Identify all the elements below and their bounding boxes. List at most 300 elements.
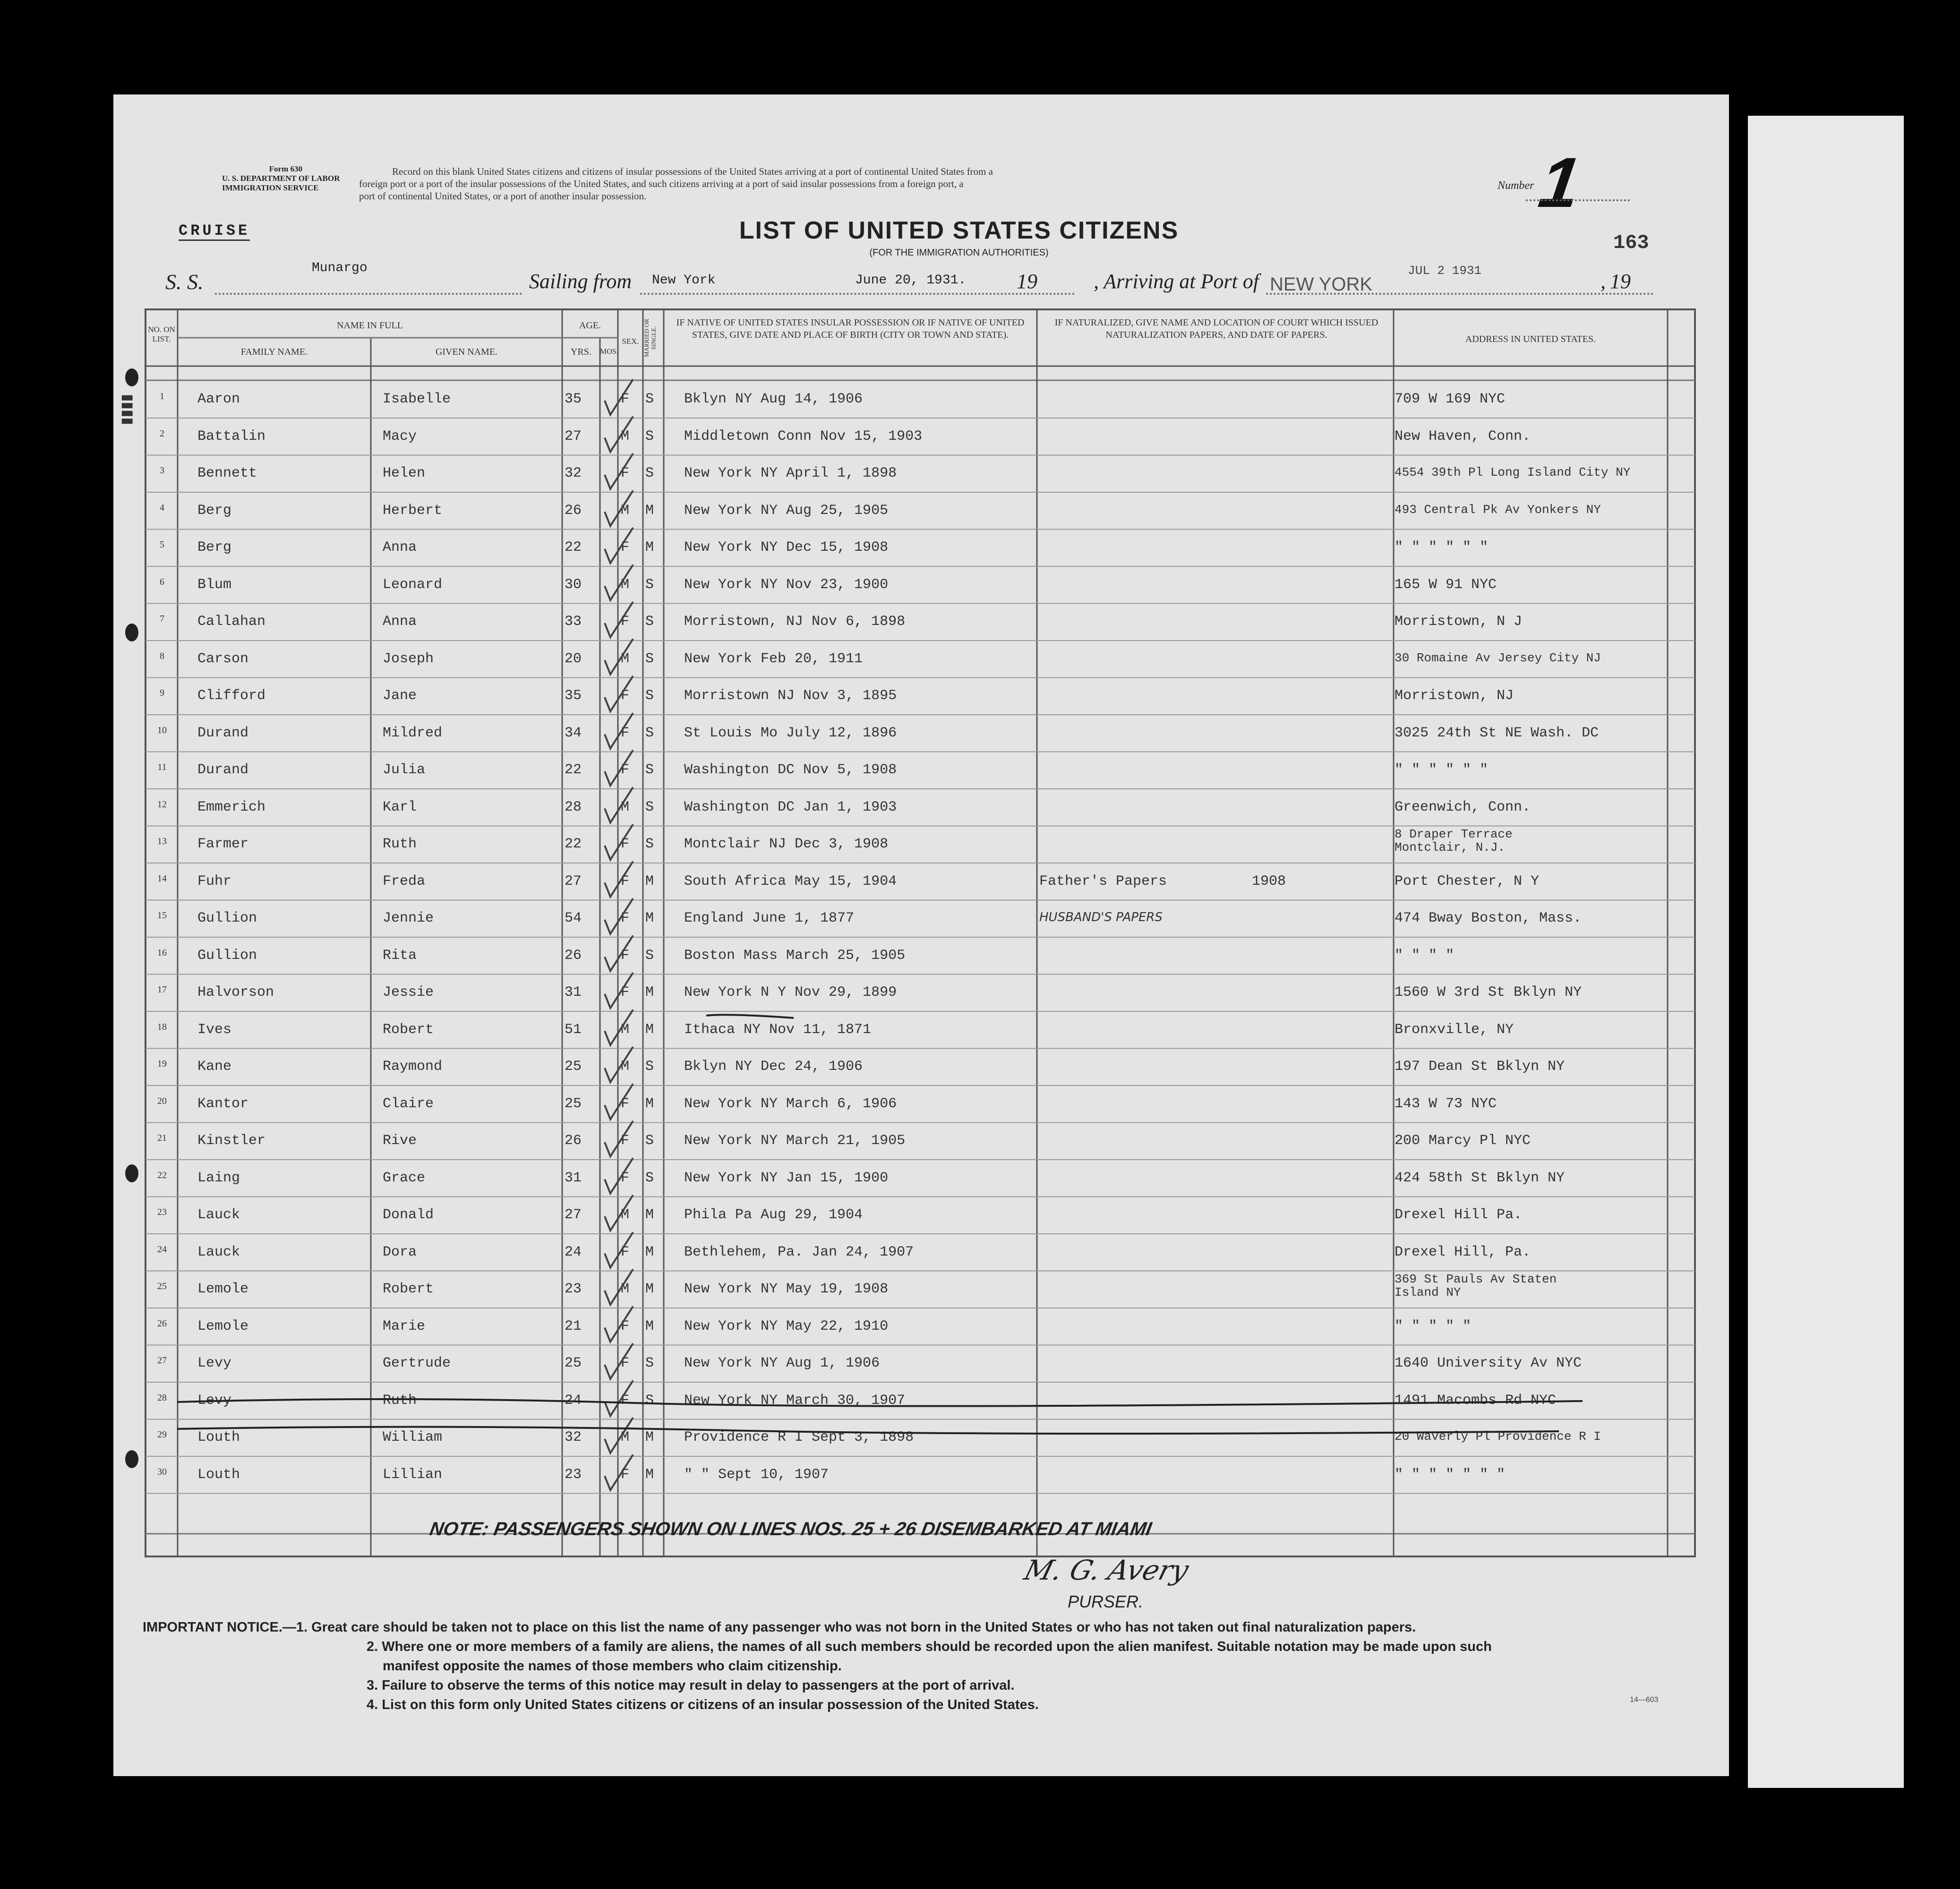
marital-status: S — [645, 799, 654, 815]
disembark-note: NOTE: PASSENGERS SHOWN ON LINES NOS. 25 + 26 DISEMBARKED AT MIAMI — [428, 1519, 1154, 1539]
sex: F — [621, 947, 630, 964]
address: 30 Romaine Av Jersey City NJ — [1395, 650, 1601, 665]
row-number: 22 — [157, 1170, 167, 1180]
notice-item-2b: manifest opposite the names of those members who claim citizenship. — [383, 1658, 842, 1674]
ship-name: Munargo — [312, 261, 368, 275]
birth-place-date: New York NY Aug 1, 1906 — [684, 1355, 880, 1371]
address: 197 Dean St Bklyn NY — [1395, 1059, 1565, 1075]
family-name: Gullion — [197, 947, 257, 964]
family-name: Lauck — [197, 1244, 240, 1260]
row-number: 11 — [157, 762, 167, 772]
page-subtitle: (FOR THE IMMIGRATION AUTHORITIES) — [869, 248, 1049, 258]
address: 369 St Pauls Av Staten Island NY — [1395, 1272, 1557, 1299]
sex: F — [621, 1318, 630, 1334]
header-sex: SEX. — [622, 337, 639, 346]
sex: M — [621, 428, 630, 444]
department: U. S. DEPARTMENT OF LABOR — [222, 174, 340, 183]
sex: F — [621, 984, 630, 1000]
number-value: 1 — [1534, 143, 1585, 222]
age-years: 22 — [565, 836, 582, 852]
sex: M — [621, 1021, 630, 1038]
intro-line-1: Record on this blank United States citizens and citizens of insular possessions of the United States arriving at a port of continental United States from a — [392, 166, 993, 177]
marital-status: M — [645, 1095, 654, 1112]
marital-status: S — [645, 688, 654, 704]
row-number: 8 — [160, 650, 164, 661]
given-name: Herbert — [383, 502, 443, 519]
header-address: ADDRESS IN UNITED STATES. — [1465, 334, 1596, 344]
sex: F — [621, 1392, 630, 1409]
given-name: Jennie — [383, 910, 434, 926]
header-name-in-full: NAME IN FULL — [337, 320, 403, 331]
check-mark — [605, 417, 633, 452]
check-mark — [605, 1307, 633, 1342]
sex: M — [621, 1207, 630, 1223]
row-number: 16 — [157, 947, 167, 958]
check-mark — [605, 713, 633, 749]
age-years: 30 — [565, 576, 582, 593]
check-mark — [605, 1269, 633, 1305]
sex: F — [621, 688, 630, 704]
address: 20 Waverly Pl Providence R I — [1395, 1429, 1601, 1444]
given-name: Jane — [383, 688, 417, 704]
sex: F — [621, 1133, 630, 1149]
address: " " " " " — [1395, 1318, 1472, 1334]
sex: M — [621, 1281, 630, 1297]
family-name: Levy — [197, 1392, 232, 1409]
age-years: 54 — [565, 910, 582, 926]
check-mark — [605, 676, 633, 711]
marital-status: M — [645, 502, 654, 519]
marital-status: M — [645, 1244, 654, 1260]
address: 165 W 91 NYC — [1395, 576, 1497, 593]
notice-item-2a: 2. Where one or more members of a family are aliens, the names of all such members should be recorded upon the alien manifest. Suitable notation may be made upon such — [367, 1639, 1492, 1654]
given-name: Dora — [383, 1244, 417, 1260]
service: IMMIGRATION SERVICE — [222, 183, 319, 192]
marital-status: M — [645, 1207, 654, 1223]
manifest-page — [113, 94, 1729, 1776]
age-years: 27 — [565, 428, 582, 444]
punch-hole — [125, 1164, 138, 1182]
marital-status: M — [645, 1281, 654, 1297]
intro-line-2: foreign port or a port of the insular possessions of the United States, and such citizens arriving at a port of said insular possessions from a foreign port, a — [359, 178, 964, 189]
given-name: Anna — [383, 614, 417, 630]
given-name: Grace — [383, 1170, 426, 1186]
sex: F — [621, 1355, 630, 1371]
header-yrs: YRS. — [571, 347, 591, 357]
address: Bronxville, NY — [1395, 1021, 1514, 1038]
age-years: 32 — [565, 465, 582, 481]
row-number: 25 — [157, 1281, 167, 1291]
row-number: 27 — [157, 1355, 167, 1366]
sex: F — [621, 465, 630, 481]
birth-place-date: New York NY Dec 15, 1908 — [684, 539, 889, 556]
given-name: William — [383, 1429, 443, 1445]
address: 8 Draper Terrace Montclair, N.J. — [1395, 827, 1513, 855]
check-mark — [605, 379, 633, 415]
row-number: 12 — [157, 799, 167, 810]
row-number: 17 — [157, 984, 167, 995]
check-mark — [605, 1084, 633, 1120]
address: Greenwich, Conn. — [1395, 799, 1531, 815]
family-name: Carson — [197, 650, 249, 667]
sailing-port: New York — [652, 273, 716, 288]
marital-status: S — [645, 614, 654, 630]
family-name: Kane — [197, 1059, 232, 1075]
family-name: Durand — [197, 762, 249, 778]
birth-place-date: Morristown NJ Nov 3, 1895 — [684, 688, 897, 704]
marital-status: M — [645, 1318, 654, 1334]
birth-place-date: New York NY March 6, 1906 — [684, 1095, 897, 1112]
row-number: 30 — [157, 1466, 167, 1477]
sex: M — [621, 650, 630, 667]
age-years: 23 — [565, 1281, 582, 1297]
check-mark — [605, 1121, 633, 1156]
age-years: 23 — [565, 1466, 582, 1483]
sex: F — [621, 614, 630, 630]
row-number: 1 — [160, 391, 164, 402]
birth-place-date: Morristown, NJ Nov 6, 1898 — [684, 614, 906, 630]
cruise-stamp: CRUISE — [179, 222, 250, 241]
header-birth: IF NATIVE OF UNITED STATES INSULAR POSSESSION OR IF NATIVE OF UNITED STATES, GIVE DATE AND PLACE OF BIRTH (CITY OR TOWN AND STATE). — [676, 317, 1025, 340]
family-name: Ives — [197, 1021, 232, 1038]
marital-status: M — [645, 910, 654, 926]
row-number: 20 — [157, 1095, 167, 1106]
family-name: Berg — [197, 502, 232, 519]
family-name: Kantor — [197, 1095, 249, 1112]
family-name: Lauck — [197, 1207, 240, 1223]
age-years: 26 — [565, 1133, 582, 1149]
important-notice — [143, 1618, 1492, 1715]
page-number: 163 — [1613, 231, 1649, 254]
naturalization-date: 1908 — [1252, 873, 1286, 889]
notice-heading: IMPORTANT NOTICE.—1. — [143, 1620, 308, 1635]
strikethrough-line-25 — [177, 1399, 1583, 1406]
given-name: Robert — [383, 1281, 434, 1297]
given-name: Ruth — [383, 836, 417, 852]
header-naturalized: IF NATURALIZED, GIVE NAME AND LOCATION OF COURT WHICH ISSUED NATURALIZATION PAPERS, AND DATE OF PAPERS. — [1054, 317, 1378, 340]
birth-place-date: Ithaca NY Nov 11, 1871 — [684, 1021, 872, 1038]
header-no: NO. ON LIST. — [148, 325, 175, 343]
row-number: 21 — [157, 1133, 167, 1143]
ss-label: S. S. — [165, 270, 204, 294]
birth-place-date: Boston Mass March 25, 1905 — [684, 947, 906, 964]
birth-place-date: New York NY Aug 25, 1905 — [684, 502, 889, 519]
address: Morristown, NJ — [1395, 688, 1514, 704]
sex: F — [621, 539, 630, 556]
marital-status: S — [645, 762, 654, 778]
family-name: Louth — [197, 1466, 240, 1483]
check-mark — [605, 565, 633, 600]
address: " " " " " " — [1395, 762, 1489, 778]
row-number: 24 — [157, 1244, 167, 1255]
given-name: Claire — [383, 1095, 434, 1112]
birth-place-date: " " Sept 10, 1907 — [684, 1466, 829, 1483]
check-mark — [605, 1010, 633, 1045]
marital-status: S — [645, 725, 654, 741]
age-years: 21 — [565, 1318, 582, 1334]
age-years: 26 — [565, 947, 582, 964]
check-mark — [605, 453, 633, 489]
check-mark — [605, 936, 633, 971]
age-years: 25 — [565, 1095, 582, 1112]
birth-place-date: New York NY May 19, 1908 — [684, 1281, 889, 1297]
given-name: Marie — [383, 1318, 426, 1334]
address: 493 Central Pk Av Yonkers NY — [1395, 502, 1601, 517]
age-years: 20 — [565, 650, 582, 667]
sex: F — [621, 391, 630, 407]
header-given-name: GIVEN NAME. — [435, 347, 498, 357]
marital-status: M — [645, 1466, 654, 1483]
birth-place-date: New York NY Nov 23, 1900 — [684, 576, 889, 593]
family-name: Fuhr — [197, 873, 232, 889]
address: Drexel Hill, Pa. — [1395, 1244, 1531, 1260]
sex: M — [621, 1059, 630, 1075]
check-mark — [605, 1343, 633, 1379]
row-number: 10 — [157, 725, 167, 735]
naturalization: HUSBAND'S PAPERS — [1039, 910, 1163, 924]
given-name: Robert — [383, 1021, 434, 1038]
birth-place-date: New York NY March 21, 1905 — [684, 1133, 906, 1149]
address: " " " " — [1395, 947, 1455, 964]
family-name: Emmerich — [197, 799, 266, 815]
given-name: Freda — [383, 873, 426, 889]
sex: F — [621, 873, 630, 889]
given-name: Karl — [383, 799, 417, 815]
strikethrough-line-26 — [177, 1427, 1559, 1434]
age-years: 24 — [565, 1392, 582, 1409]
row-number: 3 — [160, 465, 164, 476]
age-years: 32 — [565, 1429, 582, 1445]
birth-place-date: South Africa May 15, 1904 — [684, 873, 897, 889]
birth-place-date: Phila Pa Aug 29, 1904 — [684, 1207, 863, 1223]
sex: M — [621, 799, 630, 815]
punch-hole — [125, 368, 138, 386]
family-name: Durand — [197, 725, 249, 741]
row-number: 26 — [157, 1318, 167, 1329]
sex: F — [621, 1244, 630, 1260]
address: " " " " " " " — [1395, 1466, 1506, 1483]
sailing-date: June 20, 1931. — [855, 273, 967, 288]
row-number: 23 — [157, 1207, 167, 1217]
punch-hole — [125, 624, 138, 641]
back-sheet — [1748, 116, 1904, 1788]
address: 143 W 73 NYC — [1395, 1095, 1497, 1112]
notice-item-4: 4. List on this form only United States citizens or citizens of an insular possession of the United States. — [367, 1697, 1039, 1712]
check-mark — [605, 862, 633, 897]
row-number: 15 — [157, 910, 167, 921]
sex: F — [621, 1466, 630, 1483]
marital-status: M — [645, 873, 654, 889]
check-mark — [605, 1047, 633, 1082]
punch-hole — [125, 1450, 138, 1468]
given-name: Julia — [383, 762, 426, 778]
check-mark — [605, 1381, 633, 1416]
family-name: Berg — [197, 539, 232, 556]
arrival-date-stamp: JUL 2 1931 — [1408, 264, 1482, 278]
birth-place-date: New York NY Jan 15, 1900 — [684, 1170, 889, 1186]
page-title: LIST OF UNITED STATES CITIZENS — [739, 217, 1179, 244]
check-mark — [605, 1158, 633, 1194]
sex: F — [621, 1095, 630, 1112]
margin-stamp-top: ▮▮▮▮ — [119, 393, 134, 425]
given-name: Isabelle — [383, 391, 451, 407]
age-years: 27 — [565, 1207, 582, 1223]
address: 3025 24th St NE Wash. DC — [1395, 725, 1599, 741]
given-name: Anna — [383, 539, 417, 556]
age-years: 26 — [565, 502, 582, 519]
age-years: 35 — [565, 391, 582, 407]
row-number: 28 — [157, 1392, 167, 1403]
given-name: Macy — [383, 428, 417, 444]
check-mark — [605, 973, 633, 1008]
given-name: Rita — [383, 947, 417, 964]
sex: F — [621, 725, 630, 741]
birth-place-date: Washington DC Jan 1, 1903 — [684, 799, 897, 815]
address: Morristown, N J — [1395, 614, 1523, 630]
marital-status: M — [645, 539, 654, 556]
age-years: 35 — [565, 688, 582, 704]
arriving-label: , Arriving at Port of — [1094, 270, 1259, 293]
row-number: 7 — [160, 614, 164, 624]
family-name: Halvorson — [197, 984, 274, 1000]
birth-place-date: New York N Y Nov 29, 1899 — [684, 984, 897, 1000]
family-name: Laing — [197, 1170, 240, 1186]
given-name: Donald — [383, 1207, 434, 1223]
family-name: Clifford — [197, 688, 266, 704]
marital-status: S — [645, 576, 654, 593]
age-years: 51 — [565, 1021, 582, 1038]
strikethrough-boston — [706, 1015, 794, 1018]
check-mark — [605, 898, 633, 934]
header-mos: MOS. — [600, 348, 618, 356]
family-name: Lemole — [197, 1281, 249, 1297]
marital-status: S — [645, 391, 654, 407]
header-age: AGE. — [579, 320, 601, 331]
marital-status: S — [645, 465, 654, 481]
marital-status: S — [645, 836, 654, 852]
row-number: 19 — [157, 1059, 167, 1069]
given-name: Lillian — [383, 1466, 443, 1483]
sex: M — [621, 1429, 630, 1445]
check-mark — [605, 750, 633, 786]
check-mark — [605, 491, 633, 526]
check-mark — [605, 1195, 633, 1231]
address: Drexel Hill Pa. — [1395, 1207, 1523, 1223]
sex: F — [621, 910, 630, 926]
check-mark — [605, 824, 633, 860]
age-years: 33 — [565, 614, 582, 630]
given-name: Ruth — [383, 1392, 417, 1409]
arrival-comma: , — [1601, 270, 1606, 293]
birth-place-date: Bklyn NY Aug 14, 1906 — [684, 391, 863, 407]
birth-place-date: New York NY April 1, 1898 — [684, 465, 897, 481]
family-name: Levy — [197, 1355, 232, 1371]
check-mark — [605, 639, 633, 675]
sex: F — [621, 836, 630, 852]
row-number: 4 — [160, 502, 164, 513]
marital-status: S — [645, 428, 654, 444]
naturalization: Father's Papers — [1039, 873, 1167, 889]
age-years: 34 — [565, 725, 582, 741]
row-number: 13 — [157, 836, 167, 846]
age-years: 24 — [565, 1244, 582, 1260]
birth-place-date: Washington DC Nov 5, 1908 — [684, 762, 897, 778]
given-name: Raymond — [383, 1059, 443, 1075]
form-code: 14—603 — [1630, 1696, 1659, 1704]
header-family-name: FAMILY NAME. — [240, 347, 308, 357]
birth-place-date: Middletown Conn Nov 15, 1903 — [684, 428, 923, 444]
birth-place-date: New York NY March 30, 1907 — [684, 1392, 906, 1409]
notice-item-3: 3. Failure to observe the terms of this notice may result in delay to passengers at the port of arrival. — [367, 1678, 1015, 1693]
birth-place-date: Providence R I Sept 3, 1898 — [684, 1429, 914, 1445]
family-name: Callahan — [197, 614, 266, 630]
family-name: Aaron — [197, 391, 240, 407]
marital-status: S — [645, 1392, 654, 1409]
sailing-label: Sailing from — [529, 270, 632, 293]
birth-place-date: England June 1, 1877 — [684, 910, 855, 926]
birth-place-date: New York NY May 22, 1910 — [684, 1318, 889, 1334]
age-years: 31 — [565, 984, 582, 1000]
family-name: Bennett — [197, 465, 257, 481]
marital-status: M — [645, 1429, 654, 1445]
address: New Haven, Conn. — [1395, 428, 1531, 444]
row-number: 18 — [157, 1021, 167, 1032]
age-years: 28 — [565, 799, 582, 815]
marital-status: S — [645, 947, 654, 964]
age-years: 27 — [565, 873, 582, 889]
birth-place-date: Montclair NJ Dec 3, 1908 — [684, 836, 889, 852]
row-number: 2 — [160, 428, 164, 439]
purser-label: PURSER. — [1068, 1592, 1144, 1611]
header-married-single: MARRIED OR SINGLE. — [643, 318, 657, 357]
marital-status: S — [645, 1355, 654, 1371]
check-mark — [605, 528, 633, 563]
address: 1640 University Av NYC — [1395, 1355, 1582, 1371]
birth-place-date: St Louis Mo July 12, 1896 — [684, 725, 897, 741]
age-years: 22 — [565, 539, 582, 556]
family-name: Kinstler — [197, 1133, 266, 1149]
given-name: Helen — [383, 465, 426, 481]
address: 709 W 169 NYC — [1395, 391, 1506, 407]
family-name: Gullion — [197, 910, 257, 926]
age-years: 31 — [565, 1170, 582, 1186]
check-mark — [605, 1418, 633, 1453]
given-name: Mildred — [383, 725, 443, 741]
age-years: 25 — [565, 1059, 582, 1075]
sex: M — [621, 576, 630, 593]
address: 200 Marcy Pl NYC — [1395, 1133, 1531, 1149]
intro-line-3: port of continental United States, or a port of another insular possession. — [359, 190, 647, 202]
birth-place-date: Bklyn NY Dec 24, 1906 — [684, 1059, 863, 1075]
address: 1560 W 3rd St Bklyn NY — [1395, 984, 1582, 1000]
sex: M — [621, 502, 630, 519]
address: " " " " " " — [1395, 539, 1489, 556]
address: 4554 39th Pl Long Island City NY — [1395, 465, 1631, 479]
given-name: Rive — [383, 1133, 417, 1149]
row-number: 14 — [157, 873, 167, 884]
given-name: Jessie — [383, 984, 434, 1000]
birth-place-date: New York Feb 20, 1911 — [684, 650, 863, 667]
given-name: Leonard — [383, 576, 443, 593]
row-number: 6 — [160, 576, 164, 587]
marital-status: S — [645, 1059, 654, 1075]
marital-status: S — [645, 650, 654, 667]
marital-status: S — [645, 1133, 654, 1149]
form-number: Form 630 — [269, 164, 302, 173]
arrival-port: NEW YORK — [1270, 274, 1373, 295]
given-name: Gertrude — [383, 1355, 451, 1371]
number-label: Number — [1498, 179, 1534, 192]
